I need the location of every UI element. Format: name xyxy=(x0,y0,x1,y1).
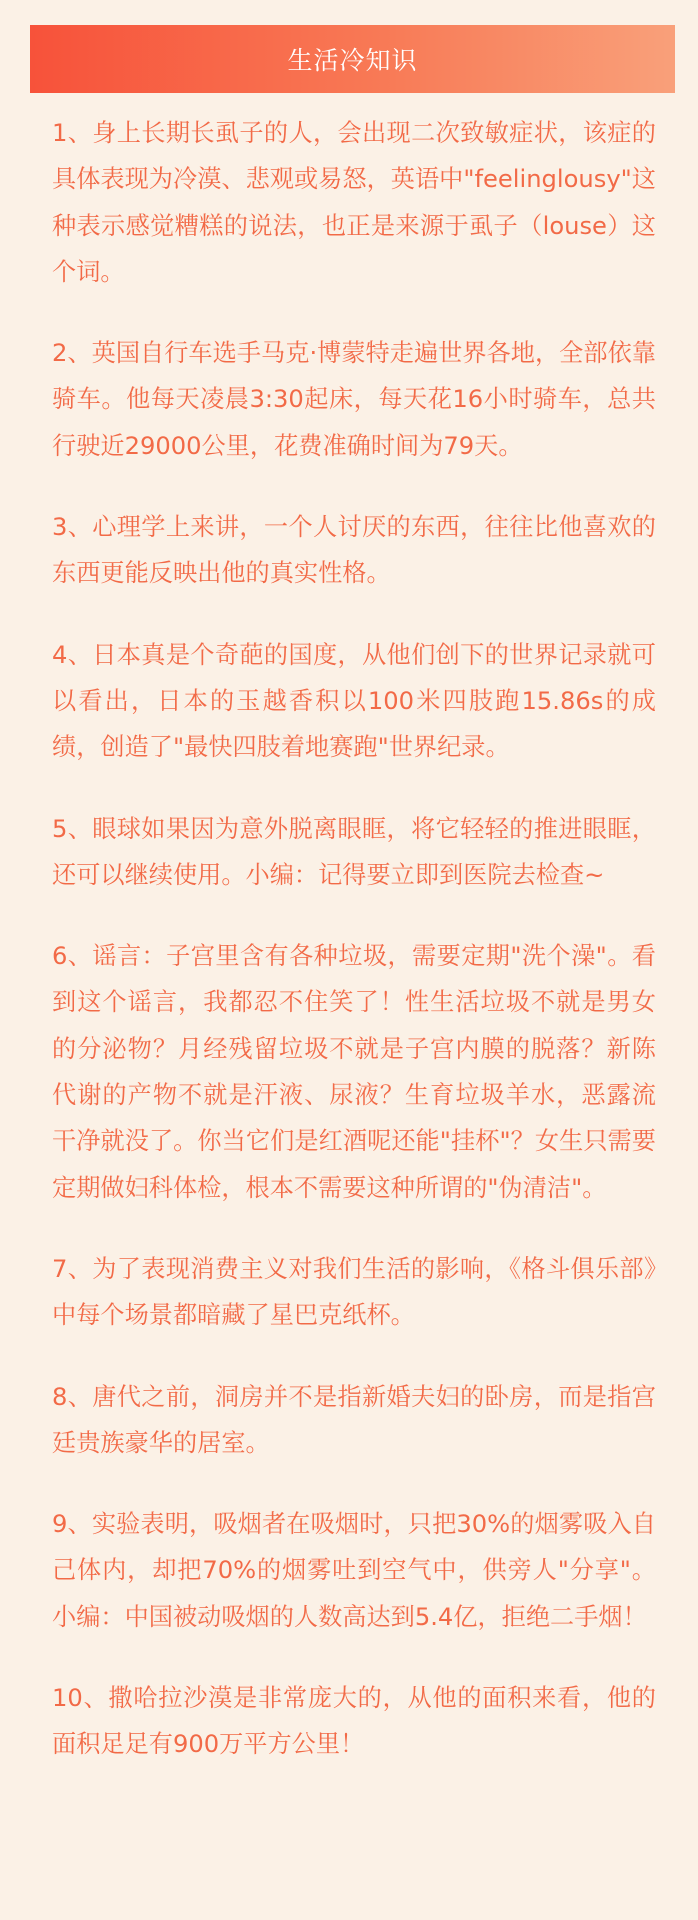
fact-item-9: 9、实验表明，吸烟者在吸烟时，只把30%的烟雾吸入自己体内，却把70%的烟雾吐到空气中，供旁人"分享"。小编：中国被动吸烟的人数高达到5.4亿，拒绝二手烟！ xyxy=(52,1510,656,1631)
page-title: 生活冷知识 xyxy=(287,46,418,75)
fact-item-8: 8、唐代之前，洞房并不是指新婚夫妇的卧房，而是指宫廷贵族豪华的居室。 xyxy=(52,1382,656,1457)
fact-item-1: 1、身上长期长虱子的人，会出现二次致敏症状，该症的具体表现为冷漠、悲观或易怒，英语中"feelinglousy"这种表示感觉糟糕的说法，也正是来源于虱子（louse）这个词。 xyxy=(52,119,656,286)
fact-item-7: 7、为了表现消费主义对我们生活的影响，《格斗俱乐部》中每个场景都暗藏了星巴克纸杯。 xyxy=(52,1254,656,1330)
fact-item-4: 4、日本真是个奇葩的国度，从他们创下的世界记录就可以看出，日本的玉越香积以100米四肢跑15.86s的成绩，创造了"最快四肢着地赛跑"世界纪录。 xyxy=(52,640,656,762)
fact-item-10: 10、撒哈拉沙漠是非常庞大的，从他的面积来看，他的面积足足有900万平方公里！ xyxy=(52,1684,656,1759)
fact-item-5: 5、眼球如果因为意外脱离眼眶，将它轻轻的推进眼眶，还可以继续使用。小编：记得要立即到医院去检查~ xyxy=(52,814,656,889)
fact-item-2: 2、英国自行车选手马克·博蒙特走遍世界各地，全部依靠骑车。他每天凌晨3:30起床，每天花16小时骑车，总共行驶近29000公里，花费准确时间为79天。 xyxy=(52,339,656,460)
facts-list xyxy=(52,110,656,1803)
header-banner xyxy=(30,25,675,93)
fact-item-3: 3、心理学上来讲，一个人讨厌的东西，往往比他喜欢的东西更能反映出他的真实性格。 xyxy=(52,513,656,588)
fact-item-6: 6、谣言：子宫里含有各种垃圾，需要定期"洗个澡"。看到这个谣言，我都忍不住笑了！性生活垃圾不就是男女的分泌物？月经残留垃圾不就是子宫内膜的脱落？新陈代谢的产物不就是汗液、尿液？生育垃圾羊水，恶露流干净就没了。你当它们是红酒呢还能"挂杯"？女生只需要定期做妇科体检，根本不需要这种所谓的"伪清洁"。 xyxy=(52,942,656,1202)
